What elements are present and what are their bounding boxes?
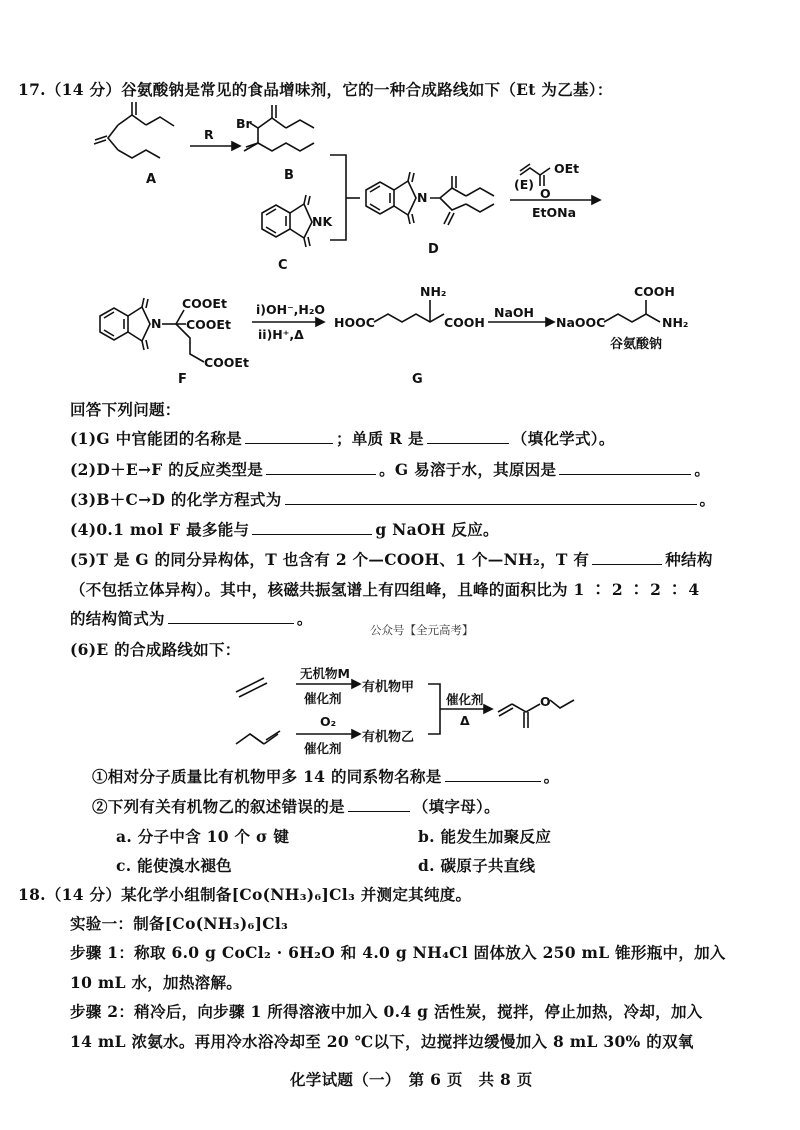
q2-text-b: 。G 易溶于水，其原因是 bbox=[379, 460, 557, 479]
heat-delta: Δ bbox=[460, 713, 470, 728]
q6-2-blank[interactable] bbox=[348, 795, 410, 812]
q5-text-d: 的结构简式为 bbox=[70, 609, 165, 628]
step-i: i)OH⁻,H₂O bbox=[256, 302, 325, 317]
group-oet: OEt bbox=[554, 161, 580, 176]
acrylate-o: O bbox=[540, 694, 551, 709]
q1-text-c: （填化学式）。 bbox=[511, 429, 615, 448]
catalyst-2: 催化剂 bbox=[304, 741, 342, 756]
question-6: (6)E 的合成路线如下： bbox=[70, 640, 241, 659]
catalyst-3: 催化剂 bbox=[446, 692, 484, 707]
atom-n-d: N bbox=[417, 190, 428, 205]
q2-text-a: (2)D＋E→F 的反应类型是 bbox=[70, 460, 264, 479]
option-c: c. 能使溴水褪色 bbox=[116, 856, 232, 875]
q18-experiment-1: 实验一：制备[Co(NH₃)₆]Cl₃ bbox=[70, 914, 289, 933]
reagent-naoh: NaOH bbox=[494, 305, 534, 320]
f-cooet-2: COOEt bbox=[186, 317, 231, 332]
label-d: D bbox=[428, 242, 439, 257]
q6-1-text-b: 。 bbox=[543, 767, 560, 786]
q5-text-e: 。 bbox=[296, 609, 313, 628]
label-b: B bbox=[284, 168, 294, 183]
q4-text-a: (4)0.1 mol F 最多能与 bbox=[70, 520, 250, 539]
q6-2-text-a: ②下列有关有机物乙的叙述错误的是 bbox=[92, 797, 345, 816]
q18-step1-line2: 10 mL 水，加热溶解。 bbox=[70, 973, 243, 992]
reagent-e-label: (E) bbox=[514, 177, 534, 192]
g-cooh: COOH bbox=[444, 315, 485, 330]
step-ii: ii)H⁺,Δ bbox=[258, 327, 304, 342]
q6-1-blank[interactable] bbox=[445, 765, 541, 782]
msg-nh2: NH₂ bbox=[662, 315, 689, 330]
q6-1-text-a: ①相对分子质量比有机物甲多 14 的同系物名称是 bbox=[92, 767, 442, 786]
label-c: C bbox=[278, 258, 288, 273]
atom-n-f: N bbox=[151, 316, 162, 331]
catalyst-1: 催化剂 bbox=[304, 691, 342, 706]
msg-naooc: NaOOC bbox=[556, 315, 606, 330]
q5-line-2: （不包括立体异构）。其中，核磁共振氢谱上有四组峰，且峰的面积比为 1 ∶ 2 ∶ 2 ∶ 4 bbox=[70, 580, 700, 599]
q6-2-text-b: （填字母）。 bbox=[412, 797, 500, 816]
q18-header: 18.（14 分）某化学小组制备[Co(NH₃)₆]Cl₃ 并测定其纯度。 bbox=[18, 885, 472, 904]
g-nh2: NH₂ bbox=[420, 284, 447, 299]
reagent-etona: EtONa bbox=[532, 205, 577, 220]
msg-name: 谷氨酸钠 bbox=[610, 337, 663, 352]
q3-text-b: 。 bbox=[699, 490, 716, 509]
q5-text-a: (5)T 是 G 的同分异构体，T 也含有 2 个—COOH、1 个—NH₂，T 有 bbox=[70, 550, 590, 569]
f-cooet-1: COOEt bbox=[182, 296, 227, 311]
q2-text-c: 。 bbox=[694, 460, 711, 479]
atom-br: Br bbox=[236, 116, 252, 131]
q17-header: 17.（14 分）谷氨酸钠是常见的食品增味剂，它的一种合成路线如下（Et 为乙基）： bbox=[18, 80, 613, 99]
product-jia: 有机物甲 bbox=[362, 680, 415, 695]
product-yi: 有机物乙 bbox=[362, 730, 415, 745]
msg-cooh: COOH bbox=[634, 284, 675, 299]
option-d: d. 碳原子共直线 bbox=[418, 856, 536, 875]
q18-step2-line2: 14 mL 浓氨水。再用冷水浴冷却至 20 ℃以下，边搅拌边缓慢加入 8 mL 30% 的双氧 bbox=[70, 1032, 694, 1051]
q6-sub-1 bbox=[92, 765, 559, 787]
label-a: A bbox=[146, 172, 157, 187]
q17-prompt: 回答下列问题： bbox=[70, 400, 181, 419]
reagent-r: R bbox=[204, 127, 214, 142]
atom-nk: NK bbox=[312, 214, 333, 229]
q18-step1-line1: 步骤 1：称取 6.0 g CoCl₂ · 6H₂O 和 4.0 g NH₄Cl 固体放入 250 mL 锥形瓶中，加入 bbox=[70, 943, 726, 962]
reagent-m: 无机物M bbox=[300, 666, 350, 681]
option-b: b. 能发生加聚反应 bbox=[418, 827, 552, 846]
q6-sub-2 bbox=[92, 795, 500, 817]
q1-text-b: ；单质 R 是 bbox=[336, 429, 424, 448]
page-footer: 化学试题（一） 第 6 页 共 8 页 bbox=[290, 1070, 533, 1089]
option-a: a. 分子中含 10 个 σ 键 bbox=[116, 827, 290, 846]
g-hooc: HOOC bbox=[334, 315, 375, 330]
label-f: F bbox=[178, 372, 187, 387]
q5-text-b: 种结构 bbox=[665, 550, 713, 569]
q1-text-a: (1)G 中官能团的名称是 bbox=[70, 429, 242, 448]
q4-text-b: g NaOH 反应。 bbox=[375, 520, 499, 539]
atom-o-e: O bbox=[540, 186, 551, 201]
label-g: G bbox=[412, 372, 423, 387]
f-cooet-3: COOEt bbox=[204, 355, 249, 370]
q18-step2-line1: 步骤 2：稍冷后，向步骤 1 所得溶液中加入 0.4 g 活性炭，搅拌，停止加热，冷却，加入 bbox=[70, 1002, 703, 1021]
reagent-o2: O₂ bbox=[320, 714, 337, 729]
q3-text-a: (3)B＋C→D 的化学方程式为 bbox=[70, 490, 282, 509]
watermark: 公众号【全元高考】 bbox=[370, 623, 474, 637]
